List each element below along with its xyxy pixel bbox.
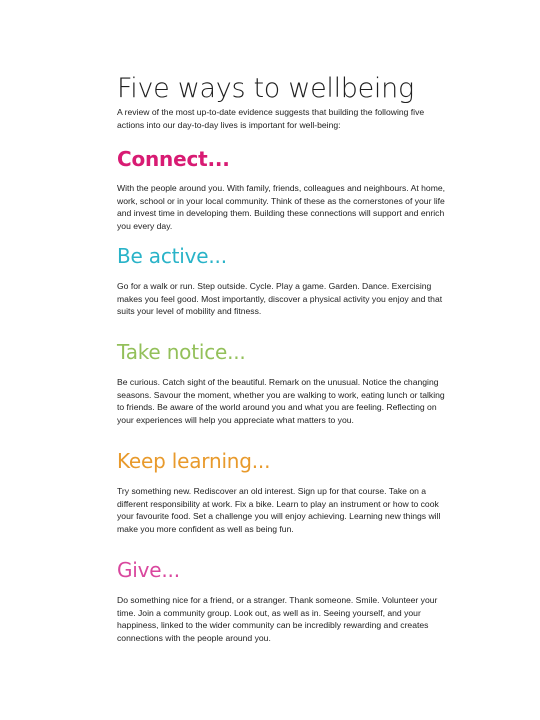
section-heading-keep-learning: Keep learning... xyxy=(117,449,271,473)
section-heading-be-active: Be active... xyxy=(117,244,227,268)
page-title: Five ways to wellbeing xyxy=(117,73,414,104)
section-be-active xyxy=(117,244,449,318)
section-body-give: Do something nice for a friend, or a stranger. Thank someone. Smile. Volunteer your time. Join a community group. Look out, as well as in. Seeing yourself, and your happiness, linked to the wider community can be incredibly rewarding and creates connections with the people around you. xyxy=(117,595,438,643)
section-give xyxy=(117,558,449,644)
section-body-take-notice: Be curious. Catch sight of the beautiful. Remark on the unusual. Notice the changing seasons. Savour the moment, whether you are walking to work, eating lunch or talking to friends. Be aware of the world around you and what you are feeling. Reflecting on your experiences will help you appreciate what matters to you. xyxy=(117,377,445,425)
section-keep-learning xyxy=(117,449,449,535)
section-take-notice xyxy=(117,340,449,426)
section-body-connect: With the people around you. With family, friends, colleagues and neighbours. At home, work, school or in your local community. Think of these as the cornerstones of your life and invest time in developing them. Building these connections will support and enrich you every day. xyxy=(117,183,446,231)
section-heading-connect: Connect... xyxy=(117,147,230,171)
section-body-keep-learning: Try something new. Rediscover an old interest. Sign up for that course. Take on a different responsibility at work. Fix a bike. Learn to play an instrument or how to cook your favourite food. Set a challenge you will enjoy achieving. Learning new things will make you more confident as well as being fun. xyxy=(117,486,441,534)
section-body-be-active: Go for a walk or run. Step outside. Cycle. Play a game. Garden. Dance. Exercising makes you feel good. Most importantly, discover a physical activity you enjoy and that suits your level of mobility and fitness. xyxy=(117,281,443,317)
section-heading-give: Give... xyxy=(117,558,180,582)
intro-paragraph: A review of the most up-to-date evidence suggests that building the following five actions into our day-to-day lives is important for well-being: xyxy=(117,107,425,130)
section-connect xyxy=(117,147,449,232)
section-heading-take-notice: Take notice... xyxy=(117,340,246,364)
document-page xyxy=(117,73,449,643)
